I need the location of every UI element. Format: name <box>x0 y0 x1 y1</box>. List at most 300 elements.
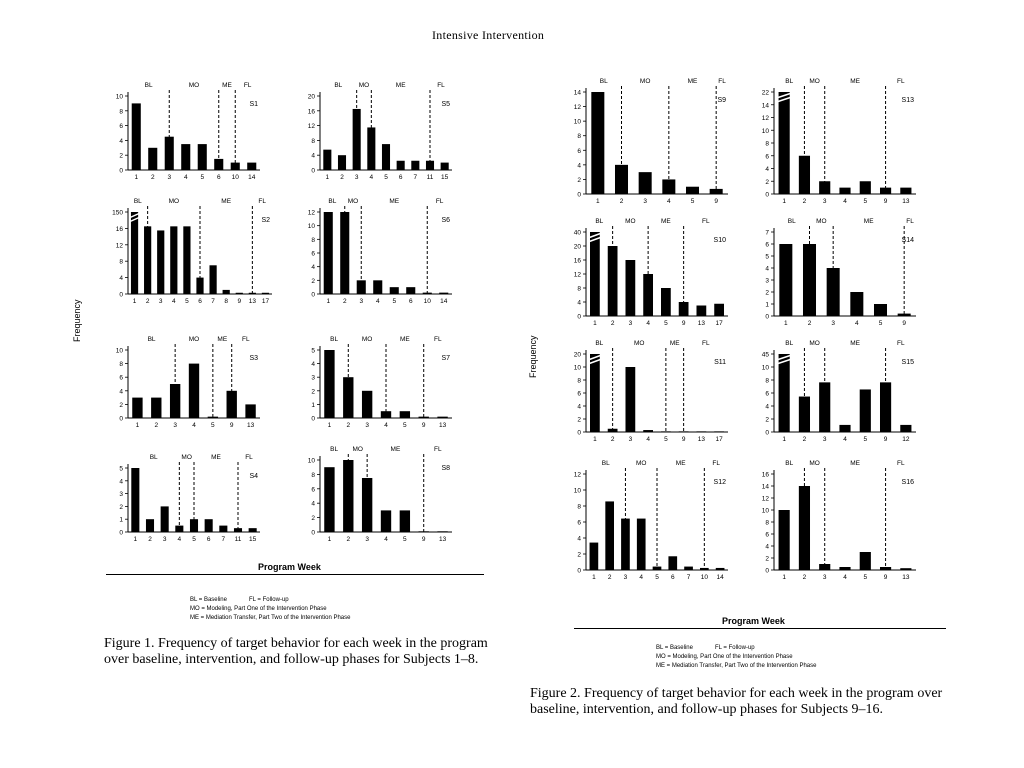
s1-x-tick-label: 6 <box>216 174 221 181</box>
s4-y-tick-label: 5 <box>119 465 123 473</box>
s14-y-tick-label: 2 <box>765 289 769 297</box>
s10-bar <box>590 232 600 316</box>
s14-x-tick-label: 5 <box>878 320 883 327</box>
s7-subject-label: S7 <box>441 355 450 362</box>
s6-y-tick-label: 12 <box>307 209 315 217</box>
s6-x-tick-label: 10 <box>423 298 431 305</box>
s1-x-tick-label: 2 <box>150 174 155 181</box>
chart-s12 <box>566 458 736 582</box>
s11-bar <box>661 431 671 432</box>
s13-x-tick-label: 13 <box>902 198 910 205</box>
s11-bar <box>590 354 600 432</box>
s4-x-tick-label: 15 <box>249 536 257 543</box>
s15-x-tick-label: 5 <box>863 436 868 443</box>
s3-y-tick-label: 4 <box>119 388 123 396</box>
s6-bar <box>324 212 333 294</box>
s12-y-tick-label: 2 <box>577 551 581 559</box>
legend-me: ME = Mediation Transfer, Part Two of the Intervention Phase <box>656 663 817 669</box>
s6-x-tick-label: 6 <box>408 298 413 305</box>
s3-y-tick-label: 6 <box>119 374 123 382</box>
s13-y-tick-label: 14 <box>761 102 769 110</box>
s1-phase-label: BL <box>144 82 153 89</box>
s1-subject-label: S1 <box>249 101 258 108</box>
s4-x-tick-label: 4 <box>177 536 182 543</box>
s4-bar <box>219 526 227 532</box>
s14-y-tick-label: 6 <box>765 241 769 249</box>
s1-bar <box>181 144 190 170</box>
s5-bar <box>323 150 331 170</box>
s11-bar <box>679 431 689 432</box>
s7-y-tick-label: 3 <box>311 374 315 382</box>
s13-y-tick-label: 22 <box>761 89 769 97</box>
s7-phase-label: FL <box>434 336 442 343</box>
s14-y-tick-label: 3 <box>765 277 769 285</box>
s4-bar <box>249 528 257 532</box>
s12-x-tick-label: 10 <box>700 574 708 581</box>
s14-phase-label: MO <box>816 218 827 225</box>
s3-x-tick-label: 3 <box>173 422 177 429</box>
s11-phase-label: BL <box>595 340 604 347</box>
s6-bar <box>439 293 448 294</box>
s13-y-tick-label: 2 <box>765 178 769 186</box>
s3-x-tick-label: 13 <box>246 422 255 429</box>
s13-x-tick-label: 5 <box>863 198 868 205</box>
s4-bar <box>205 519 213 532</box>
chart-s15 <box>754 338 924 444</box>
s12-y-tick-label: 6 <box>577 519 581 527</box>
s2-bar <box>236 293 243 294</box>
s15-subject-label: S15 <box>901 359 914 366</box>
s2-y-tick-label: 16 <box>115 225 123 233</box>
s14-y-tick-label: 0 <box>765 313 769 321</box>
s3-y-tick-label: 8 <box>119 361 123 369</box>
s3-subject-label: S3 <box>249 355 258 362</box>
s10-bar <box>643 274 653 316</box>
s12-subject-label: S12 <box>713 479 726 486</box>
s7-x-tick-label: 5 <box>403 422 407 429</box>
s14-y-tick-label: 7 <box>765 229 769 237</box>
legend-me: ME = Mediation Transfer, Part Two of the Intervention Phase <box>190 615 351 621</box>
s7-x-tick-label: 9 <box>421 422 426 429</box>
s7-y-tick-label: 2 <box>311 388 315 396</box>
s3-x-tick-label: 5 <box>211 422 215 429</box>
s10-x-tick-label: 3 <box>628 320 633 327</box>
s11-y-tick-label: 6 <box>577 390 581 398</box>
s2-phase-label: ME <box>221 198 232 205</box>
s8-y-tick-label: 10 <box>307 457 315 465</box>
s1-y-tick-label: 10 <box>115 93 123 101</box>
s14-bar <box>779 244 792 316</box>
s1-bar <box>132 103 141 170</box>
s16-phase-label: MO <box>809 460 820 467</box>
legend-bl: BL = Baseline <box>190 597 227 603</box>
s14-y-tick-label: 4 <box>765 265 769 273</box>
s13-subject-label: S13 <box>901 97 914 104</box>
s5-y-tick-label: 0 <box>311 167 315 175</box>
s16-y-tick-label: 12 <box>761 495 769 503</box>
s10-y-tick-label: 0 <box>577 313 581 321</box>
s2-bar <box>183 226 190 294</box>
s8-y-tick-label: 4 <box>311 500 315 508</box>
running-header: Intensive Intervention <box>432 28 545 42</box>
legend-fl: FL = Follow-up <box>714 645 755 651</box>
s5-x-tick-label: 15 <box>441 174 449 181</box>
fig1-rule <box>106 574 484 575</box>
chart-s1 <box>108 80 268 182</box>
s15-x-tick-label: 12 <box>902 436 910 443</box>
s10-subject-label: S10 <box>713 237 726 244</box>
s5-y-tick-label: 4 <box>311 152 315 160</box>
s12-phase-label: MO <box>635 460 647 467</box>
s5-phase-label: ME <box>395 82 406 89</box>
s2-x-tick-label: 8 <box>224 298 228 305</box>
s12-bar <box>684 567 693 570</box>
s16-y-tick-label: 8 <box>765 519 769 527</box>
s9-bar <box>591 92 604 194</box>
s5-bar <box>397 161 405 170</box>
s6-x-tick-label: 2 <box>342 298 347 305</box>
fig1-y-axis-label: Frequency <box>72 299 82 342</box>
s1-bar <box>198 144 207 170</box>
s7-y-tick-label: 4 <box>311 361 315 369</box>
s16-phase-label: BL <box>785 460 794 467</box>
s3-phase-label: FL <box>242 336 250 343</box>
s11-y-tick-label: 4 <box>577 403 581 411</box>
s16-y-tick-label: 4 <box>765 543 769 551</box>
s2-x-tick-label: 3 <box>158 298 163 305</box>
s10-y-tick-label: 40 <box>573 229 581 237</box>
s6-y-tick-label: 2 <box>311 277 315 285</box>
s8-bar <box>324 467 334 532</box>
s3-x-tick-label: 4 <box>192 422 196 429</box>
s9-phase-label: MO <box>639 78 651 85</box>
fig2-x-axis-title: Program Week <box>722 616 785 626</box>
s13-y-tick-label: 10 <box>761 127 769 135</box>
s11-x-tick-label: 1 <box>593 436 597 443</box>
s12-x-tick-label: 6 <box>670 574 675 581</box>
s10-bar <box>661 288 671 316</box>
s2-y-tick-label: 4 <box>119 275 123 283</box>
s1-x-tick-label: 14 <box>248 174 256 181</box>
s4-x-tick-label: 6 <box>206 536 211 543</box>
s9-y-tick-label: 8 <box>577 133 581 141</box>
s11-bar <box>625 367 635 432</box>
s15-bar <box>860 389 871 432</box>
s13-y-tick-label: 0 <box>765 191 769 199</box>
s16-x-tick-label: 13 <box>902 574 910 581</box>
s5-y-tick-label: 20 <box>307 93 315 101</box>
s9-y-tick-label: 0 <box>577 191 581 199</box>
s2-x-tick-label: 13 <box>248 298 256 305</box>
s13-bar <box>779 92 790 194</box>
s2-x-tick-label: 1 <box>132 298 137 305</box>
s13-x-tick-label: 3 <box>822 198 827 205</box>
s10-phase-label: BL <box>595 218 604 225</box>
s11-y-tick-label: 20 <box>573 351 581 359</box>
s12-x-tick-label: 3 <box>623 574 628 581</box>
s3-bar <box>151 398 161 418</box>
s10-x-tick-label: 17 <box>715 320 723 327</box>
s1-x-tick-label: 3 <box>167 174 172 181</box>
s12-x-tick-label: 7 <box>686 574 691 581</box>
s15-phase-label: FL <box>896 340 905 347</box>
s12-y-tick-label: 12 <box>573 471 581 479</box>
s14-phase-label: ME <box>863 218 874 225</box>
s15-y-tick-label: 6 <box>765 390 769 398</box>
fig1-caption: Figure 1. Frequency of target behavior for each week in the program over baseline, intervention, and follow-up phases for Subjects 1–8. <box>104 636 488 667</box>
s4-bar <box>190 519 198 532</box>
s6-y-tick-label: 8 <box>311 236 315 244</box>
s9-phase-label: FL <box>718 78 726 85</box>
s13-y-tick-label: 6 <box>765 153 769 161</box>
s3-x-tick-label: 2 <box>154 422 159 429</box>
s10-y-tick-label: 8 <box>577 285 581 293</box>
s12-bar <box>716 568 725 570</box>
chart-s7 <box>300 334 460 430</box>
s11-phase-label: MO <box>634 340 645 347</box>
s9-bar <box>615 165 628 194</box>
s7-y-tick-label: 1 <box>311 401 315 409</box>
s1-phase-label: MO <box>188 82 200 89</box>
s6-phase-label: FL <box>435 198 444 205</box>
s8-x-tick-label: 3 <box>365 536 369 543</box>
s4-phase-label: BL <box>149 454 158 461</box>
s9-y-tick-label: 14 <box>573 89 581 97</box>
s11-y-tick-label: 8 <box>577 377 581 385</box>
legend-fl: FL = Follow-up <box>248 597 289 603</box>
s1-x-tick-label: 10 <box>231 174 239 181</box>
s6-x-tick-label: 1 <box>326 298 331 305</box>
s10-x-tick-label: 2 <box>610 320 615 327</box>
s9-phase-label: ME <box>687 78 698 85</box>
s16-y-tick-label: 6 <box>765 531 769 539</box>
s10-phase-label: MO <box>625 218 636 225</box>
s12-x-tick-label: 4 <box>639 574 644 581</box>
s9-y-tick-label: 6 <box>577 147 581 155</box>
s5-y-tick-label: 16 <box>307 108 315 116</box>
s5-y-tick-label: 8 <box>311 137 315 145</box>
s2-bar <box>170 226 177 294</box>
s6-bar <box>390 287 399 294</box>
s6-y-tick-label: 4 <box>311 264 315 272</box>
s6-y-tick-label: 10 <box>307 223 315 231</box>
s8-subject-label: S8 <box>441 465 450 472</box>
s4-y-tick-label: 3 <box>119 491 123 499</box>
s16-x-tick-label: 1 <box>782 574 786 581</box>
s15-x-tick-label: 4 <box>843 436 847 443</box>
legend-mo: MO = Modeling, Part One of the Intervention Phase <box>656 654 793 660</box>
s3-x-tick-label: 9 <box>229 422 234 429</box>
s13-y-tick-label: 12 <box>761 115 769 122</box>
s12-x-tick-label: 5 <box>655 574 659 581</box>
s13-x-tick-label: 9 <box>883 198 888 205</box>
s4-x-tick-label: 3 <box>162 536 167 543</box>
s4-bar <box>161 506 169 532</box>
s13-y-tick-label: 4 <box>765 166 769 173</box>
s11-x-tick-label: 3 <box>628 436 633 443</box>
s15-phase-label: ME <box>850 340 861 347</box>
s12-x-tick-label: 1 <box>592 574 596 581</box>
s5-x-tick-label: 1 <box>325 174 330 181</box>
s12-bar <box>668 556 677 570</box>
s12-y-tick-label: 0 <box>577 567 581 575</box>
s2-bar <box>209 265 216 294</box>
s5-x-tick-label: 6 <box>398 174 403 181</box>
s3-phase-label: ME <box>217 336 228 343</box>
s16-x-tick-label: 2 <box>802 574 807 581</box>
s11-subject-label: S11 <box>714 359 726 366</box>
s1-y-tick-label: 0 <box>119 167 123 175</box>
s6-y-tick-label: 6 <box>311 250 315 258</box>
s15-y-tick-label: 2 <box>765 416 769 424</box>
s7-y-tick-label: 5 <box>311 347 315 355</box>
s4-x-tick-label: 5 <box>192 536 196 543</box>
s14-phase-label: FL <box>906 218 914 225</box>
s10-phase-label: FL <box>702 218 710 225</box>
s2-x-tick-label: 2 <box>145 298 150 305</box>
s2-x-tick-label: 6 <box>198 298 202 305</box>
chart-s9 <box>566 76 736 206</box>
s6-x-tick-label: 5 <box>392 298 397 305</box>
s13-phase-label: BL <box>785 78 794 85</box>
s14-phase-label: BL <box>787 218 796 225</box>
s9-y-tick-label: 12 <box>573 104 581 112</box>
chart-s14 <box>754 216 924 328</box>
s6-phase-label: MO <box>347 198 359 205</box>
s12-bar <box>605 501 614 570</box>
s10-bar <box>696 306 706 317</box>
s14-x-tick-label: 2 <box>807 320 812 327</box>
s2-bar <box>131 212 138 294</box>
fig1-legend <box>190 596 350 623</box>
s7-phase-label: BL <box>330 336 339 343</box>
s8-x-tick-label: 4 <box>384 536 388 543</box>
s5-phase-label: BL <box>334 82 343 89</box>
s15-x-tick-label: 1 <box>782 436 786 443</box>
s7-phase-label: MO <box>361 336 373 343</box>
s4-y-tick-label: 1 <box>119 516 123 524</box>
s10-y-tick-label: 16 <box>573 257 581 265</box>
s10-bar <box>625 260 635 316</box>
legend-bl: BL = Baseline <box>656 645 693 651</box>
s9-x-tick-label: 4 <box>667 198 671 205</box>
s13-x-tick-label: 4 <box>843 198 847 205</box>
s9-bar <box>639 172 652 194</box>
s10-x-tick-label: 1 <box>593 320 597 327</box>
s6-subject-label: S6 <box>441 217 450 224</box>
s16-x-tick-label: 4 <box>843 574 847 581</box>
s15-bar <box>839 425 850 432</box>
s15-y-tick-label: 45 <box>761 351 769 359</box>
s6-y-tick-label: 0 <box>311 291 315 299</box>
s5-x-tick-label: 2 <box>340 174 344 181</box>
s16-y-tick-label: 0 <box>765 567 769 575</box>
s5-phase-label: FL <box>437 82 445 89</box>
s14-x-tick-label: 3 <box>831 320 835 327</box>
s10-x-tick-label: 4 <box>646 320 650 327</box>
s14-x-tick-label: 4 <box>855 320 859 327</box>
s16-bar <box>900 568 911 570</box>
s12-phase-label: FL <box>712 460 720 467</box>
s5-x-tick-label: 11 <box>426 174 434 181</box>
s2-y-tick-label: 12 <box>115 242 123 250</box>
s8-phase-label: MO <box>352 446 363 453</box>
s16-y-tick-label: 10 <box>761 507 769 515</box>
s10-y-tick-label: 4 <box>577 299 581 307</box>
s4-x-tick-label: 11 <box>234 536 242 543</box>
s12-phase-label: BL <box>601 460 610 467</box>
s1-bar <box>148 148 157 170</box>
legend-mo: MO = Modeling, Part One of the Intervention Phase <box>190 606 327 612</box>
fig2-legend <box>656 644 816 671</box>
s8-bar <box>400 510 410 532</box>
s11-x-tick-label: 17 <box>715 436 723 443</box>
s2-y-tick-label: 150 <box>112 209 123 217</box>
s7-bar <box>437 417 447 418</box>
s11-x-tick-label: 9 <box>681 436 686 443</box>
s7-bar <box>362 391 372 418</box>
s5-bar <box>411 161 419 170</box>
chart-s3 <box>108 334 268 430</box>
s5-x-tick-label: 4 <box>369 174 374 181</box>
s16-y-tick-label: 14 <box>761 483 769 491</box>
s1-x-tick-label: 5 <box>200 174 205 181</box>
s6-bar <box>406 287 415 294</box>
s10-x-tick-label: 9 <box>681 320 686 327</box>
s2-phase-label: FL <box>258 198 266 205</box>
s5-bar <box>367 127 375 170</box>
s3-bar <box>189 364 199 418</box>
chart-s8 <box>300 444 460 544</box>
s3-bar <box>132 398 142 418</box>
s2-x-tick-label: 7 <box>211 298 215 305</box>
s4-x-tick-label: 1 <box>133 536 138 543</box>
chart-s16 <box>754 458 924 582</box>
s5-subject-label: S5 <box>441 101 450 108</box>
s7-bar <box>400 411 410 418</box>
s16-x-tick-label: 3 <box>822 574 827 581</box>
chart-s5 <box>300 80 460 182</box>
s6-x-tick-label: 14 <box>440 298 448 305</box>
s11-bar <box>643 430 653 432</box>
s14-bar <box>803 244 816 316</box>
s14-x-tick-label: 1 <box>784 320 788 327</box>
s2-x-tick-label: 17 <box>261 298 270 305</box>
s8-y-tick-label: 6 <box>311 486 315 494</box>
s11-phase-label: FL <box>702 340 710 347</box>
s3-y-tick-label: 2 <box>119 401 123 409</box>
s8-y-tick-label: 2 <box>311 515 315 523</box>
s4-y-tick-label: 4 <box>119 478 123 486</box>
s9-x-tick-label: 3 <box>643 198 647 205</box>
s3-y-tick-label: 0 <box>119 415 123 423</box>
s16-x-tick-label: 9 <box>883 574 888 581</box>
s9-y-tick-label: 10 <box>573 118 581 126</box>
s9-x-tick-label: 9 <box>714 198 718 205</box>
s11-x-tick-label: 4 <box>646 436 650 443</box>
s15-y-tick-label: 8 <box>765 377 769 385</box>
s15-x-tick-label: 3 <box>822 436 827 443</box>
s15-phase-label: MO <box>809 340 820 347</box>
s4-y-tick-label: 0 <box>119 529 123 537</box>
s14-bar <box>850 292 863 316</box>
s13-x-tick-label: 2 <box>802 198 807 205</box>
s11-bar <box>696 431 706 432</box>
s13-phase-label: ME <box>850 78 861 85</box>
s5-bar <box>338 155 346 170</box>
s2-y-tick-label: 0 <box>119 291 123 299</box>
s14-bar <box>874 304 887 316</box>
